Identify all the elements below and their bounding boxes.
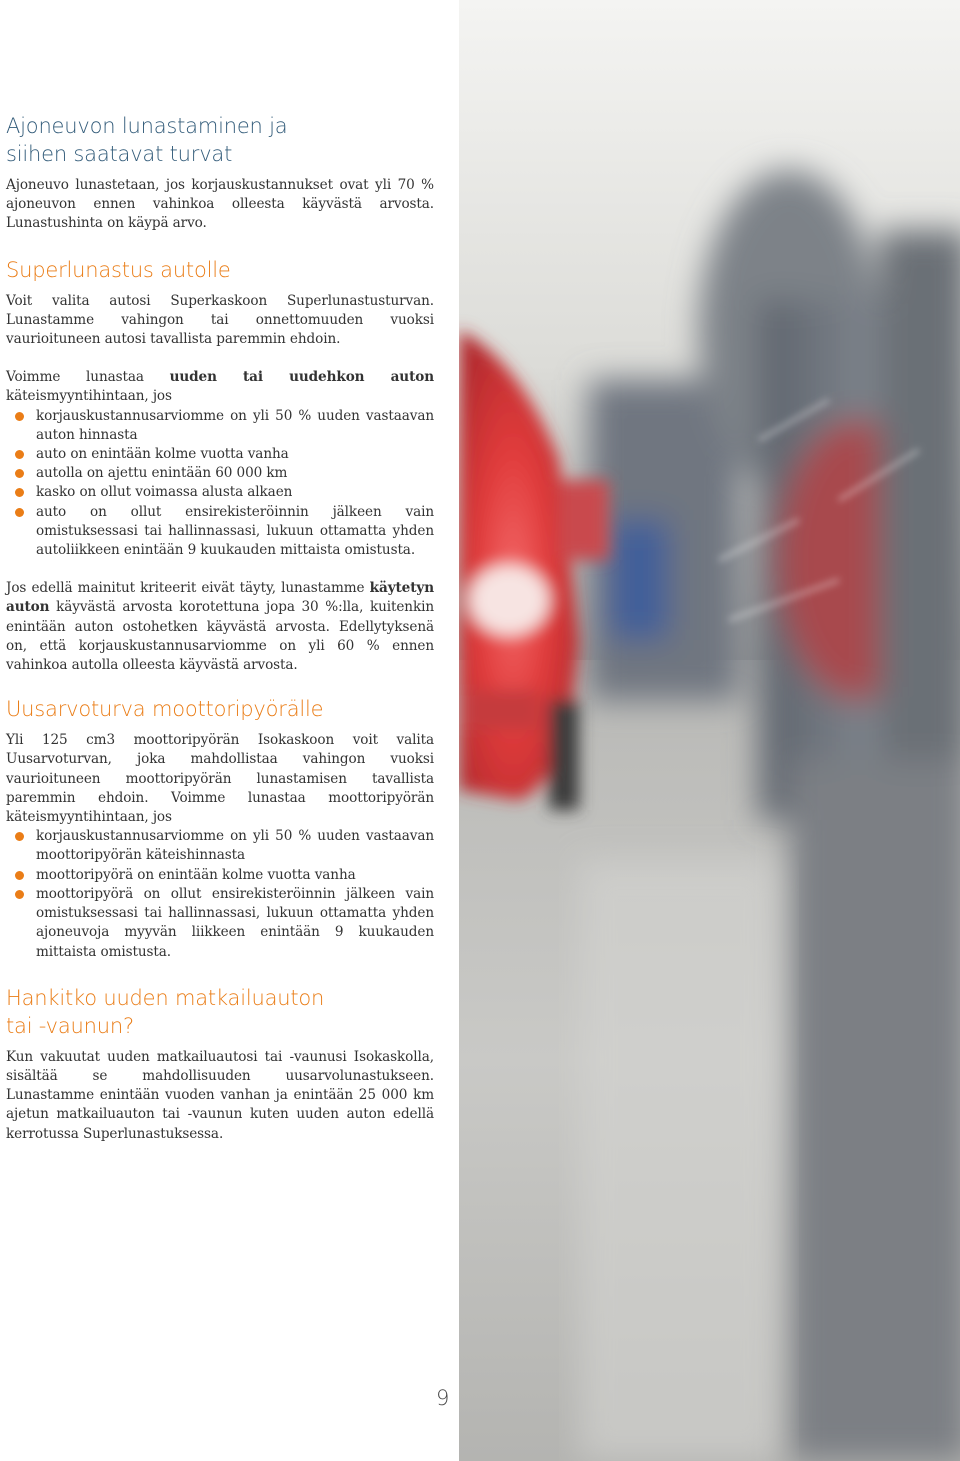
list-item: moottoripyörä on ollut ensirekisteröinnin jälkeen vain omistuksessasi tai hallinnassasi, lukuun ottamatta yhden ajoneuvoja myyvän liikkeen enintään 9 kuukauden mittaista omistusta. <box>6 885 434 962</box>
heading-line: tai -vaunun? <box>6 1013 134 1038</box>
list-item: moottoripyörä on enintään kolme vuotta vanha <box>6 866 434 885</box>
paragraph-kaytetty-auto <box>6 579 434 675</box>
text-run: käteismyyntihintaan, jos <box>6 388 172 405</box>
paragraph-matkailuauto: Kun vakuutat uuden matkailuautosi tai -vaunusi Isokaskolla, sisältää se mahdollisuuden uusarvolunastukseen. Lunastamme enintään vuoden vanhan ja enintään 25 000 km ajetun matkailuauton tai -vaunun kuten uuden auton edellä kerrotussa Superlunastuksessa. <box>6 1048 434 1142</box>
bold-text: käytetyn auton <box>6 580 434 616</box>
bold-text: uuden tai uudehkon auton <box>169 369 435 386</box>
text-run: käyvästä arvosta korotettuna jopa 30 %:lla, kuitenkin enintään auton ostohetken käyvästä arvosta. Edellytyksenä on, että korjauskustannusarviomme on yli 60 % ennen vahinkoa autolla olleesta käyvästä arvosta. <box>6 599 434 674</box>
heading-line: Hankitko uuden matkailuauton <box>6 985 325 1010</box>
text-column <box>6 112 434 1163</box>
paragraph-superlunastus-criteria <box>6 368 434 406</box>
list-item: autolla on ajettu enintään 60 000 km <box>6 464 434 483</box>
list-item: kasko on ollut voimassa alusta alkaen <box>6 483 434 502</box>
list-item: korjauskustannusarviomme on yli 50 % uuden vastaavan moottoripyörän käteishinnasta <box>6 827 434 865</box>
list-item: korjauskustannusarviomme on yli 50 % uuden vastaavan auton hinnasta <box>6 407 434 445</box>
heading-superlunastus: Superlunastus autolle <box>6 257 231 282</box>
list-item: auto on enintään kolme vuotta vanha <box>6 445 434 464</box>
paragraph-lunastus-ehto: Ajoneuvo lunastetaan, jos korjauskustannukset ovat yli 70 % ajoneuvon ennen vahinkoa olleesta käyvästä arvosta. Lunastushinta on käypä arvo. <box>6 177 434 232</box>
paragraph-superlunastus-intro: Voit valita autosi Superkaskoon Superlunastusturvan. Lunastamme vahingon tai onnettomuuden vuoksi vaurioituneen autosi tavallista paremmin ehdoin. <box>6 292 434 348</box>
heading-line: siihen saatavat turvat <box>6 142 233 166</box>
photo-illustration <box>459 0 960 1461</box>
heading-ajoneuvon-lunastaminen <box>6 112 434 168</box>
list-item: auto on ollut ensirekisteröinnin jälkeen vain omistuksessasi tai hallinnassasi, lukuun ottamatta yhden autoliikkeen enintään 9 kuukauden mittaista omistusta. <box>6 503 434 561</box>
superlunastus-criteria-list <box>6 407 434 561</box>
text-run: Voimme lunastaa <box>6 369 170 386</box>
heading-line: Ajoneuvon lunastaminen ja <box>6 114 288 138</box>
heading-matkailuauto <box>6 984 434 1040</box>
uusarvoturva-criteria-list <box>6 827 434 961</box>
paragraph-uusarvoturva-intro: Yli 125 cm3 moottoripyörän Isokaskoon voit valita Uusarvoturvan, joka mahdollistaa vahingon vuoksi vaurioituneen moottoripyörän lunastamisen tavallista paremmin ehdoin. Voimme lunastaa moottoripyörän käteismyyntihintaan, jos <box>6 732 434 826</box>
heading-uusarvoturva: Uusarvoturva moottoripyörälle <box>6 697 324 722</box>
text-run: Jos edellä mainitut kriteerit eivät täyty, lunastamme <box>6 580 370 597</box>
page-number: 9 <box>436 1386 450 1410</box>
motion-blur-cars-photo <box>459 0 960 1461</box>
